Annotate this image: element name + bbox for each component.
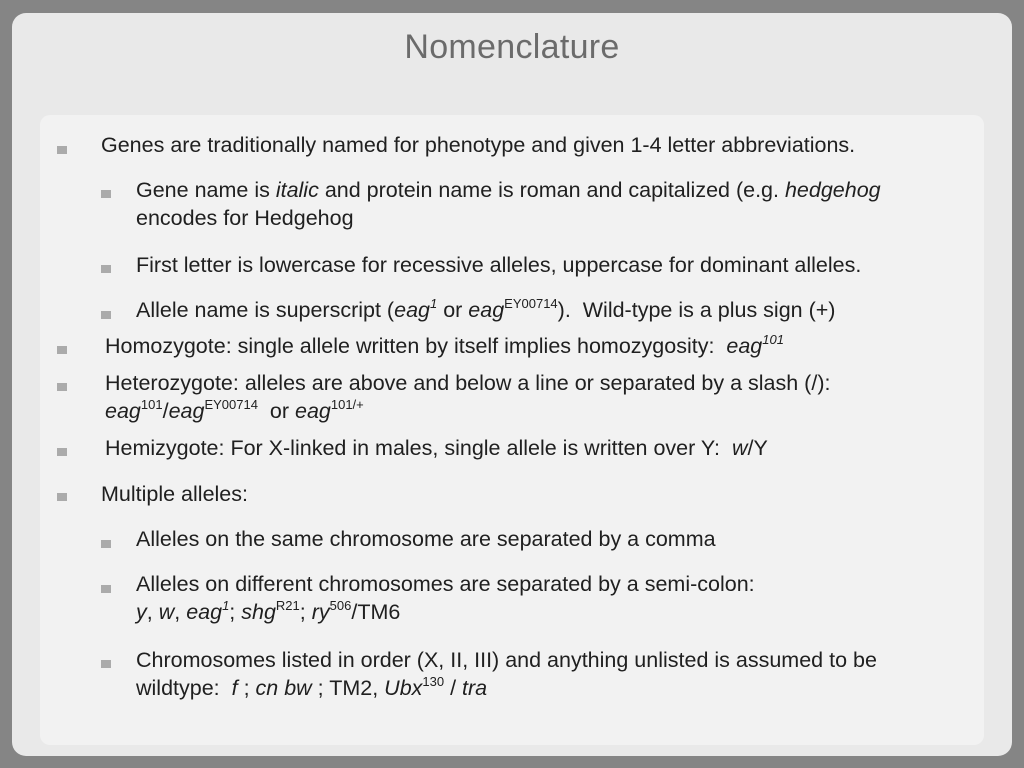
bullet-text: Allele name is superscript (eag$^1$ or eag$^{EY00714}$). Wild-type is a plus sign (+)	[136, 296, 836, 322]
bullet-marker	[57, 383, 67, 391]
bullet-text: Alleles on different chromosomes are separated by a semi-colon: y, w, eag$^1$; shg$^{R21}$; $ry^{506}/TM6$	[136, 572, 755, 624]
bullet-text: Hemizygote: For X-linked in males, single allele is written over Y: w/Y	[105, 436, 768, 460]
bullet-marker	[101, 190, 111, 198]
bullet-marker	[101, 585, 111, 593]
bullet-text: Genes are traditionally named for phenotype and given 1-4 letter abbreviations.	[101, 133, 856, 157]
bullet-text: Homozygote: single allele written by itself implies homozygosity: eag$^{101}$	[105, 332, 784, 358]
bullet-marker	[101, 265, 111, 273]
bullet-text: Multiple alleles:	[101, 482, 248, 506]
bullet-marker	[57, 346, 67, 354]
bullet-text: Heterozygote: alleles are above and below a line or separated by a slash (/): eag$^{101}$/eag$^{EY00714}$ or eag$^{101/+}$	[105, 371, 831, 423]
bullet-text: First letter is lowercase for recessive alleles, uppercase for dominant alleles.	[136, 253, 862, 277]
bullet-marker	[101, 540, 111, 548]
bullet-marker	[57, 448, 67, 456]
bullet-marker	[101, 660, 111, 668]
bullet-text: Gene name is italic and protein name is roman and capitalized (e.g. hedgehog encodes for Hedgehog	[136, 178, 881, 230]
bullet-text: Chromosomes listed in order (X, II, III) and anything unlisted is assumed to be wildtype: f ; cn bw ; TM2, Ubx$^{130}$ / tra	[136, 648, 877, 700]
bullet-marker	[57, 146, 67, 154]
bullet-marker	[57, 493, 67, 501]
bullet-text: Alleles on the same chromosome are separated by a comma	[136, 527, 716, 551]
slide-title: Nomenclature	[404, 28, 620, 66]
bullet-marker	[101, 311, 111, 319]
